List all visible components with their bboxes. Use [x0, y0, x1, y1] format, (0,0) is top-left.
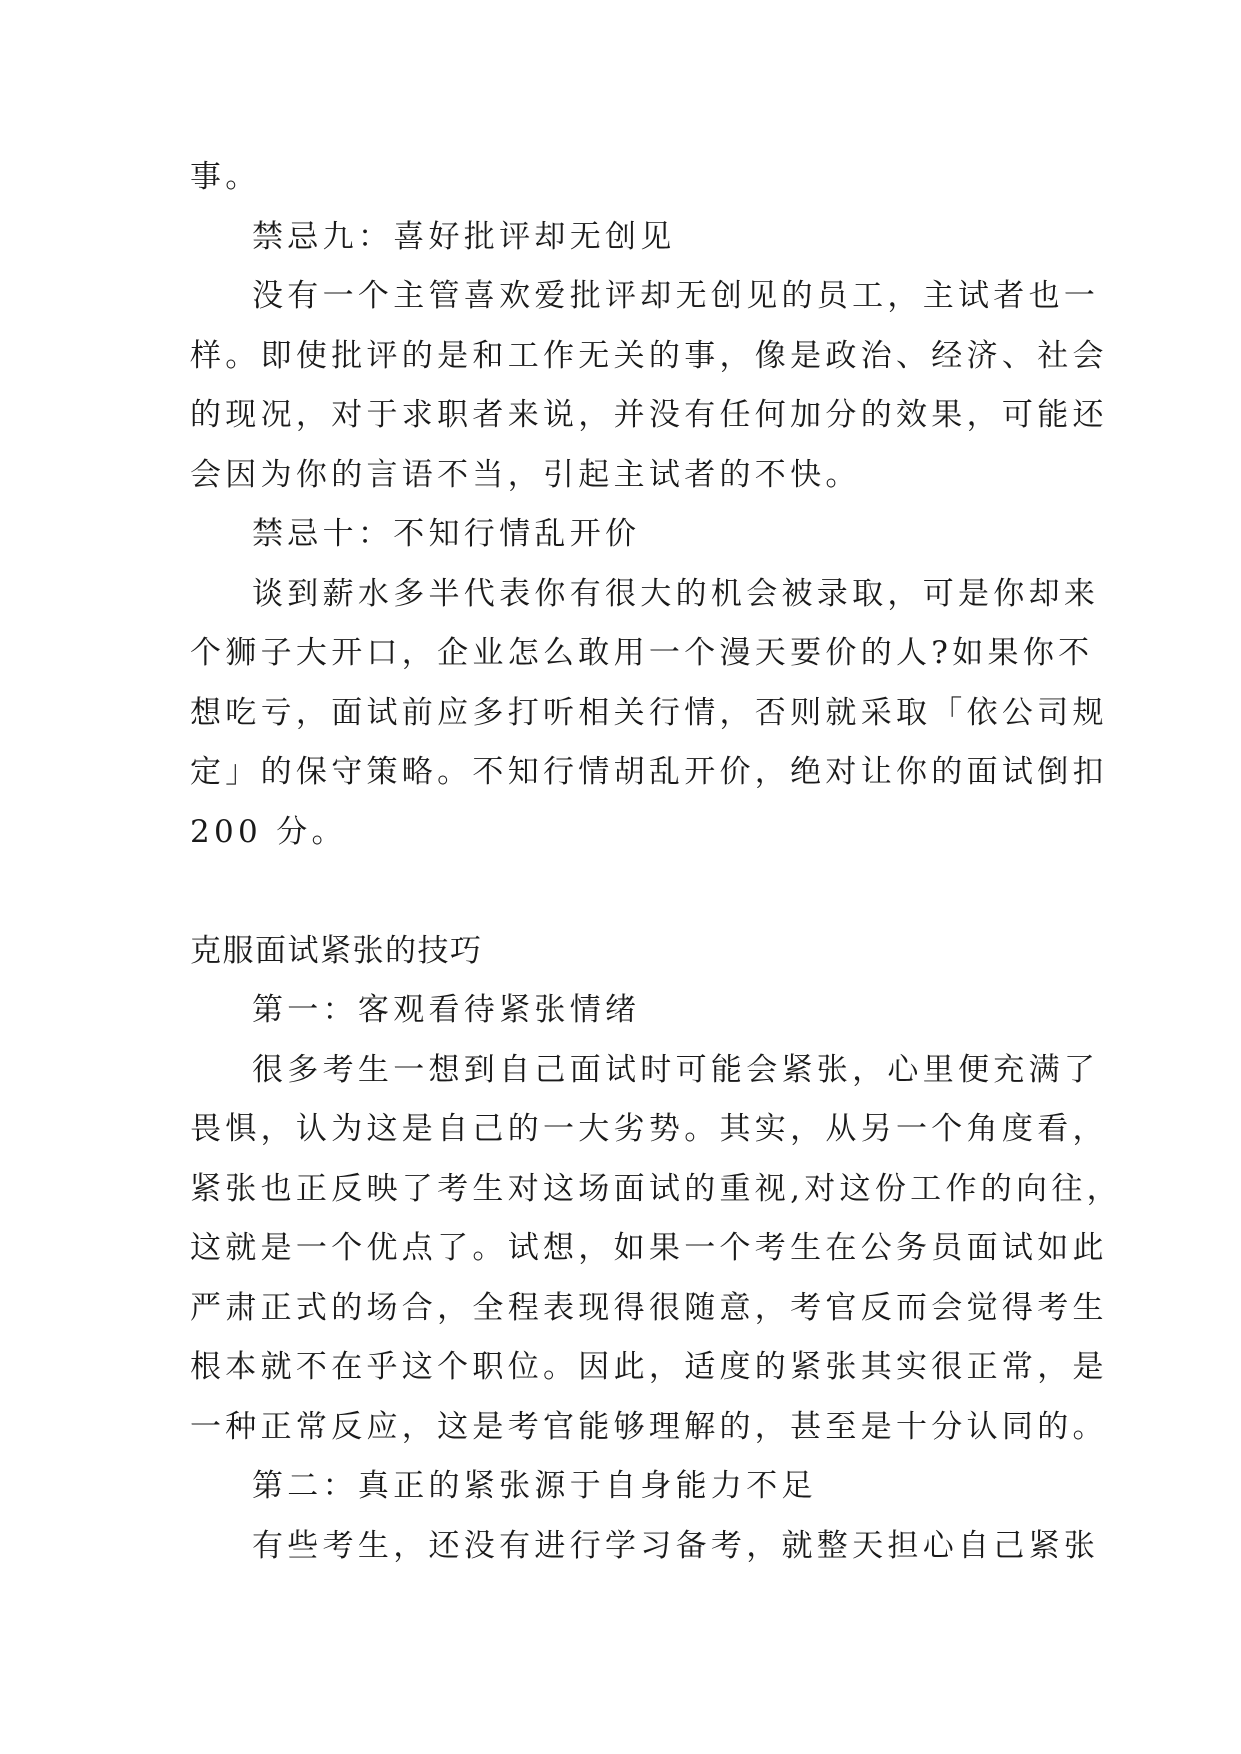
text-line: 定」的保守策略。不知行情胡乱开价，绝对让你的面试倒扣: [190, 754, 1108, 790]
text-line: 200 分。: [190, 813, 347, 850]
heading-taboo-ten: 禁忌十：不知行情乱开价: [252, 516, 641, 552]
section-title: 克服面试紧张的技巧: [190, 932, 483, 969]
text-line: 畏惧，认为这是自己的一大劣势。其实，从另一个角度看，: [190, 1111, 1108, 1147]
text-line: 很多考生一想到自己面试时可能会紧张，心里便充满了: [252, 1051, 1100, 1088]
text-line: 紧张也正反映了考生对这场面试的重视,对这份工作的向往，: [190, 1170, 1122, 1207]
text-line: 事。: [190, 159, 261, 195]
text-line: 一种正常反应，这是考官能够理解的，甚至是十分认同的。: [190, 1408, 1108, 1445]
text-line: 根本就不在乎这个职位。因此，适度的紧张其实很正常，是: [190, 1349, 1108, 1385]
text-line: 严肃正式的场合，全程表现得很随意，考官反而会觉得考生: [190, 1289, 1108, 1326]
document-page: [190, 148, 1122, 1576]
text-line: 的现况，对于求职者来说，并没有任何加分的效果，可能还: [190, 397, 1108, 433]
text-line: 没有一个主管喜欢爱批评却无创见的员工，主试者也一: [252, 278, 1100, 314]
text-line: 谈到薪水多半代表你有很大的机会被录取，可是你却来: [252, 575, 1100, 612]
text-line: 个狮子大开口，企业怎么敢用一个漫天要价的人?如果你不: [190, 635, 1094, 671]
heading-taboo-nine: 禁忌九：喜好批评却无创见: [252, 218, 676, 255]
subheading-second: 第二：真正的紧张源于自身能力不足: [252, 1468, 817, 1504]
subheading-first: 第一：客观看待紧张情绪: [252, 992, 641, 1028]
text-line: 这就是一个优点了。试想，如果一个考生在公务员面试如此: [190, 1230, 1108, 1266]
text-line: 想吃亏，面试前应多打听相关行情，否则就采取「依公司规: [190, 694, 1108, 731]
text-line: 样。即使批评的是和工作无关的事，像是政治、经济、社会: [190, 337, 1108, 374]
blank-line: [190, 862, 1060, 922]
text-line: 会因为你的言语不当，引起主试者的不快。: [190, 456, 861, 493]
text-line: 有些考生，还没有进行学习备考，就整天担心自己紧张: [252, 1527, 1100, 1564]
